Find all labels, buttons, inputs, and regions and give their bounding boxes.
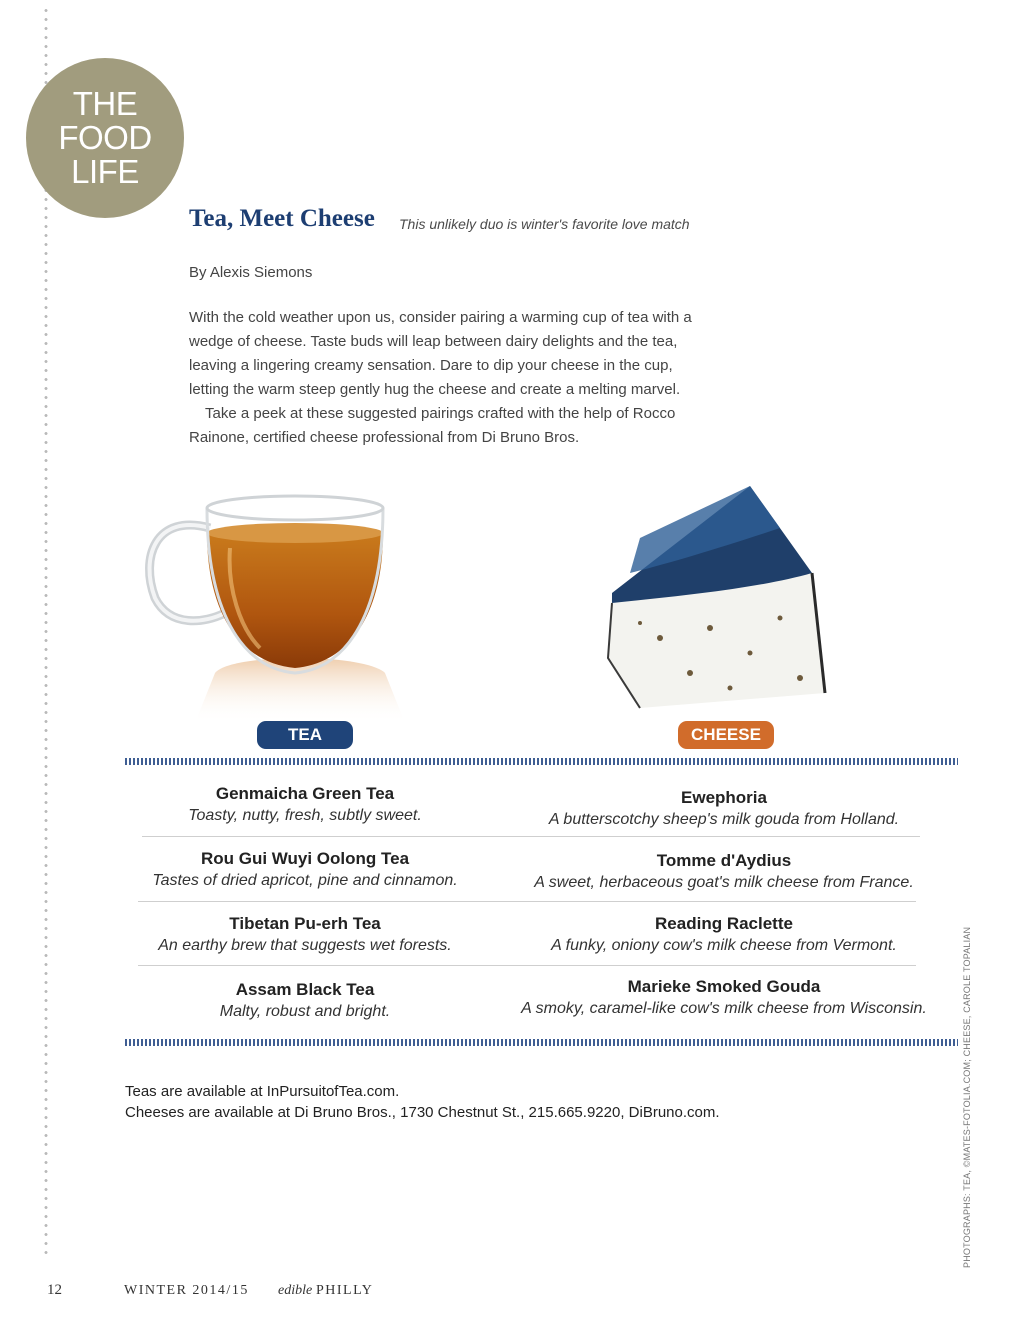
tea-name: Tibetan Pu-erh Tea <box>229 914 381 933</box>
cheese-entry <box>515 787 933 831</box>
article-title: Tea, Meet Cheese <box>189 205 375 232</box>
cheese-name: Marieke Smoked Gouda <box>627 977 821 996</box>
pairings-top-rule <box>125 758 958 765</box>
tea-description: An earthy brew that suggests wet forests. <box>158 937 452 954</box>
cheese-description: A sweet, herbaceous goat's milk cheese from France. <box>534 874 914 891</box>
tea-label: TEA <box>257 721 353 749</box>
tea-description: Toasty, nutty, fresh, subtly sweet. <box>188 807 422 824</box>
cheese-entry <box>515 913 933 957</box>
row-divider <box>142 836 920 837</box>
article-subtitle: This unlikely duo is winter's favorite love match <box>399 216 690 232</box>
intro-paragraph-2: Take a peek at these suggested pairings crafted with the help of Rocco Rainone, certified cheese professional from Di Bruno Bros. <box>189 405 676 446</box>
badge-line-2: FOOD <box>58 119 152 156</box>
cheese-description: A smoky, caramel-like cow's milk cheese from Wisconsin. <box>521 1000 927 1017</box>
cheese-description: A butterscotchy sheep's milk gouda from Holland. <box>548 811 900 828</box>
tea-availability: Teas are available at InPursuitofTea.com. <box>125 1083 400 1100</box>
tea-description: Malty, robust and bright. <box>219 1003 391 1020</box>
tea-entry <box>140 979 470 1023</box>
intro-text <box>189 306 709 450</box>
cheese-label: CHEESE <box>678 721 774 749</box>
tea-name: Assam Black Tea <box>235 980 375 999</box>
intro-paragraph-1: With the cold weather upon us, consider pairing a warming cup of tea with a wedge of cheese. Taste buds will leap between dairy delights and the tea, leaving a lingering creamy sensation. Dare to dip your cheese in the cup, letting the warm steep gently hug the cheese and create a melting marvel. <box>189 309 692 398</box>
tea-name: Rou Gui Wuyi Oolong Tea <box>200 849 410 868</box>
badge-line-3: LIFE <box>71 153 139 190</box>
tea-entry <box>140 783 470 827</box>
section-badge <box>26 58 184 218</box>
tea-name: Genmaicha Green Tea <box>215 784 395 803</box>
pairings-bottom-rule <box>125 1039 958 1046</box>
photo-credit: PHOTOGRAPHS: TEA, ©MATES-FOTOLIA.COM; CHEESE, CAROLE TOPALIAN <box>962 926 972 1268</box>
cheese-entry <box>515 976 933 1020</box>
row-divider <box>138 965 916 966</box>
cheese-image <box>600 478 840 718</box>
badge-line-1: THE <box>72 85 138 122</box>
availability-note <box>125 1081 720 1123</box>
cheese-name: Reading Raclette <box>655 914 793 933</box>
cheese-description: A funky, oniony cow's milk cheese from Vermont. <box>551 937 897 954</box>
magazine-name: PHILLY <box>316 1283 374 1298</box>
row-divider <box>138 901 916 902</box>
page-number: 12 <box>47 1282 62 1298</box>
teacup-image <box>135 488 460 723</box>
cheese-availability: Cheeses are available at Di Bruno Bros., 1730 Chestnut St., 215.665.9220, DiBruno.com. <box>125 1104 720 1121</box>
byline: By Alexis Siemons <box>189 264 313 281</box>
tea-entry <box>140 848 470 892</box>
tea-description: Tastes of dried apricot, pine and cinnamon. <box>152 872 458 889</box>
magazine-name-italic: edible <box>278 1283 313 1298</box>
cheese-name: Tomme d'Aydius <box>656 851 792 870</box>
cheese-name: Ewephoria <box>681 788 767 807</box>
tea-entry <box>140 913 470 957</box>
cheese-entry <box>515 850 933 894</box>
issue-date: WINTER 2014/15 <box>124 1283 249 1298</box>
